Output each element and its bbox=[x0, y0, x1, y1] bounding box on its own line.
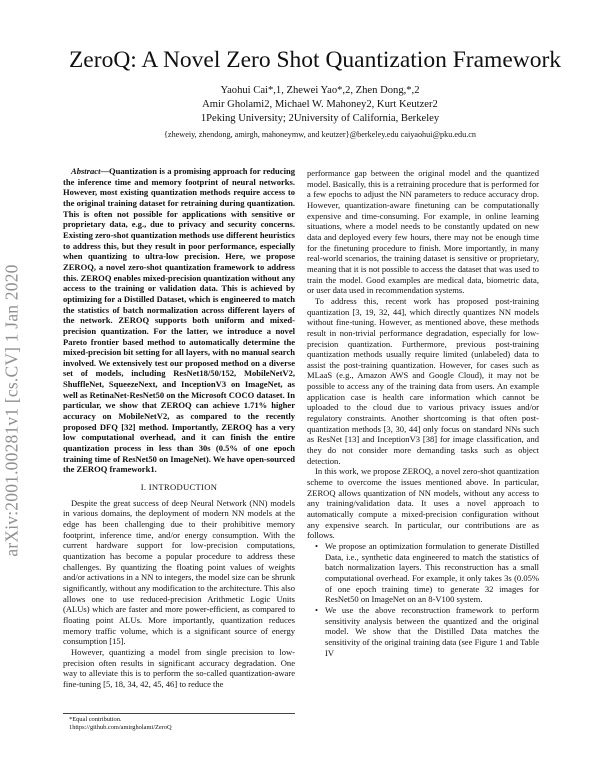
body-paragraph-1: performance gap between the original model and the quantized model. Basically, this is a retraining procedure that is performed for a few epochs to adjust the NN parameters to reduce accuracy drop. However, quantization-aware finetuning can be computationally expensive and time-consuming. For example, in online learning situations, where a model needs to be constantly updated on new data and deployed every few hours, there may not be enough time for the finetuning procedure to finish. More importantly, in many real-world scenarios, the training dataset is sensitive or proprietary, meaning that it is not possible to access the dataset that was used to train the model. Good examples are medical data, biometric data, or user data used in recommendation systems. bbox=[307, 168, 539, 296]
intro-paragraph-1: Despite the great success of deep Neural Network (NN) models in various domains, the deployment of modern NN models at the edge has been challenging due to their prohibitive memory footprint, inference time, and/or energy consumption. With the current hardware support for low-precision computations, quantization has become a popular procedure to address these challenges. By quantizing the floating point values of weights and/or activations in a NN to integers, the model size can be shrunk significantly, without any modification to the architecture. This also allows one to use reduced-precision Arithmetic Logic Units (ALUs) which are faster and more power-efficient, as compared to floating point ALUs. More importantly, quantization reduces memory traffic volume, which is a significant source of energy consumption [15]. bbox=[63, 497, 295, 647]
arxiv-identifier-stamp bbox=[2, 225, 22, 595]
abstract-text: —Quantization is a promising approach for reducing the inference time and memory footprint of neural networks. However, most existing quantization methods require access to the original training dataset for retraining during quantization. This is often not possible for applications with sensitive or proprietary data, e.g., due to privacy and security concerns. Existing zero-shot quantization methods use different heuristics to address this, but they result in poor performance, especially when quantizing to ultra-low precision. Here, we propose ZEROQ, a novel zero-shot quantization framework to address this. ZEROQ enables mixed-precision quantization without any access to the training or validation data. This is achieved by optimizing for a Distilled Dataset, which is engineered to match the statistics of batch normalization across different layers of the network. ZEROQ supports both uniform and mixed-precision quantization. For the latter, we introduce a novel Pareto frontier based method to automatically determine the mixed-precision bit setting for all layers, with no manual search involved. We extensively test our proposed method on a diverse set of models, including ResNet18/50/152, MobileNetV2, ShuffleNet, SqueezeNext, and InceptionV3 on ImageNet, as well as RetinaNet-ResNet50 on the Microsoft COCO dataset. In particular, we show that ZEROQ can achieve 1.71% higher accuracy on MobileNetV2, as compared to the recently proposed DFQ [32] method. Importantly, ZEROQ has a very low computational overhead, and it can finish the entire quantization process in less than 30s (0.5% of one epoch training time of ResNet50 on ImageNet). We have open-sourced the ZEROQ framework1. bbox=[63, 166, 295, 475]
paper-title: ZeroQ: A Novel Zero Shot Quantization Framework bbox=[68, 47, 562, 73]
body-paragraph-2: To address this, recent work has proposed post-training quantization [3, 19, 32, 44], which directly quantizes NN models without fine-tuning. However, as mentioned above, these methods result in non-trivial performance degradation, especially for low-precision quantization. Furthermore, previous post-training quantization methods usually require limited (unlabeled) data to assist the post-training quantization. However, for cases such as MLaaS (e.g., Amazon AWS and Google Cloud), it may not be possible to access any of the training data from users. An example application case is health care information which cannot be uploaded to the cloud due to various privacy issues and/or regulatory constraints. Another shortcoming is that often post-quantization methods [3, 30, 44] only focus on standard NNs such as ResNet [13] and InceptionV3 [38] for image classification, and they do not consider more demanding tasks such as object detection. bbox=[307, 295, 539, 466]
contributions-list bbox=[307, 541, 539, 658]
abstract bbox=[63, 166, 295, 475]
left-column bbox=[63, 166, 295, 690]
footnotes bbox=[63, 713, 295, 732]
footnote-github-link[interactable]: 1https://github.com/amirgholami/ZeroQ bbox=[69, 724, 172, 732]
body-paragraph-3: In this work, we propose ZEROQ, a novel zero-shot quantization scheme to overcome the issues mentioned above. In particular, ZEROQ allows quantization of NN models, without any access to any training/validation data. It uses a novel approach to automatically compute a mixed-precision configuration without any expensive search. In particular, our contributions are as follows. bbox=[307, 466, 539, 541]
contribution-item: • We use the above reconstruction framework to perform sensitivity analysis between the quantized and the original model. We show that the Distilled Data matches the sensitivity of the original training data (see Figure 1 and Table IV bbox=[325, 605, 539, 658]
right-column bbox=[307, 168, 539, 658]
abstract-label: Abstract bbox=[71, 166, 101, 176]
contribution-item: • We propose an optimization formulation to generate Distilled Data, i.e., synthetic data engineered to match the statistics of batch normalization layers. This reconstruction has a small computational overhead. For example, it only takes 3s (0.05% of one epoch training time) to generate 32 images for ResNet50 on ImageNet on an 8-V100 system. bbox=[325, 541, 539, 605]
authors-line-2: Amir Gholami2, Michael W. Mahoney2, Kurt Keutzer2 bbox=[202, 99, 438, 110]
footnote-equal-contribution: *Equal contribution. bbox=[69, 716, 122, 723]
arxiv-identifier-text: arXiv:2001.00281v1 [cs.CV] 1 Jan 2020 bbox=[1, 263, 22, 557]
author-emails: {zheweiy, zhendong, amirgh, mahoneymw, and keutzer}@berkeley.edu caiyaohui@pku.edu.cn bbox=[164, 130, 476, 139]
authors-line-1: Yaohui Cai*,1, Zhewei Yao*,2, Zhen Dong,*,2 bbox=[220, 85, 420, 96]
section-heading-introduction: I. INTRODUCTION bbox=[140, 482, 218, 493]
intro-paragraph-2: However, quantizing a model from single precision to low-precision often results in significant accuracy degradation. One way to alleviate this is to perform the so-called quantization-aware fine-tuning [5, 18, 34, 42, 45, 46] to reduce the bbox=[63, 646, 295, 689]
affiliations: 1Peking University; 2University of California, Berkeley bbox=[200, 113, 440, 124]
